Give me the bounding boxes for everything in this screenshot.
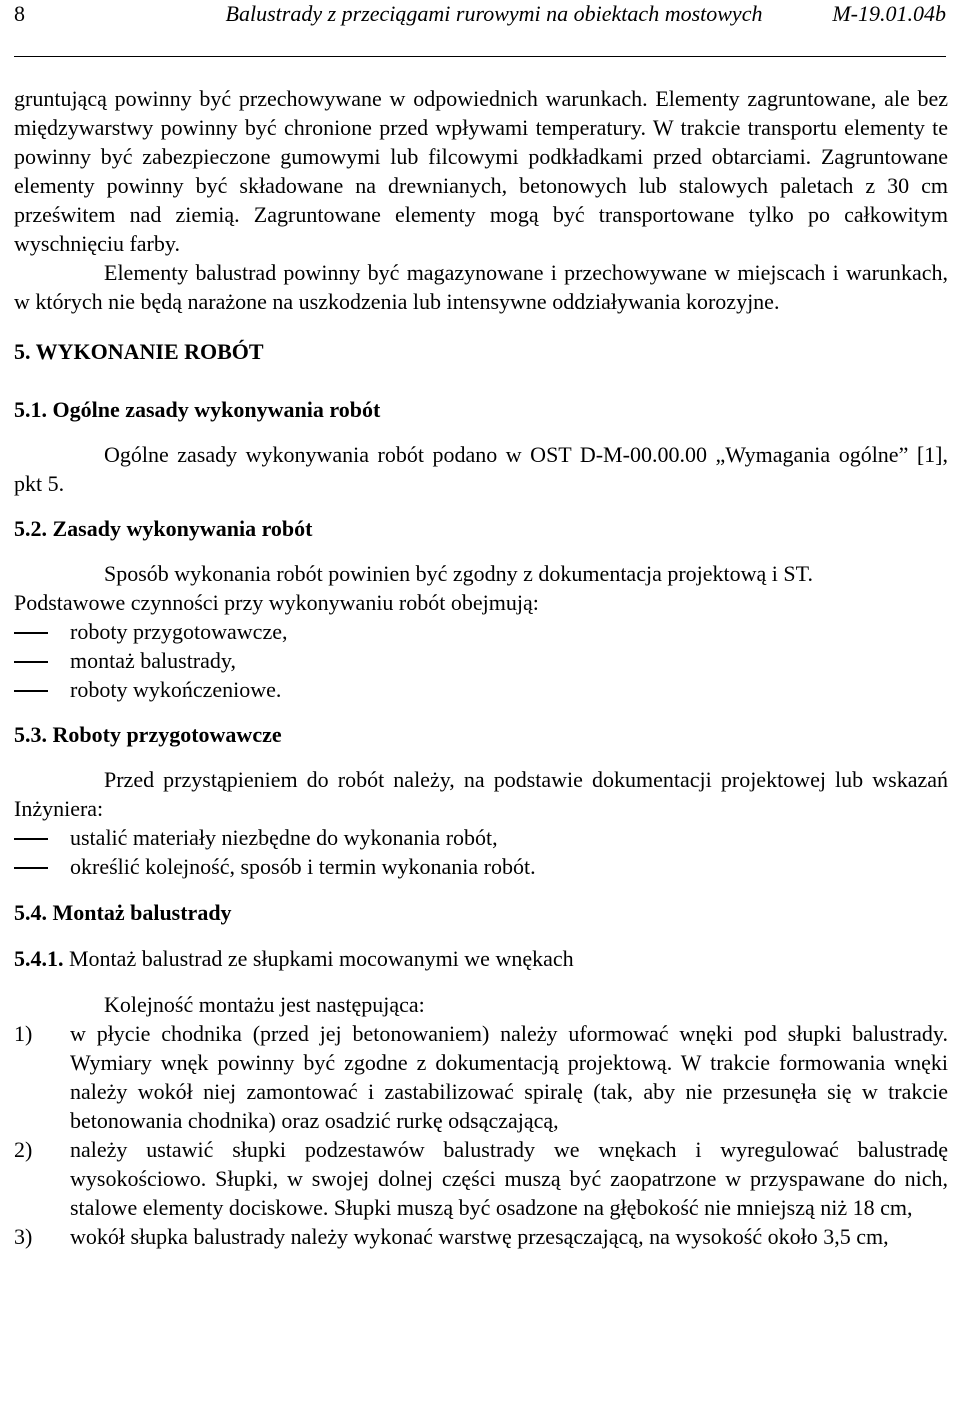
paragraph: gruntującą powinny być przechowywane w odpowiednich warunkach. Elementy zagruntowane, ale bez międzywarstwy powinny być chronione przed wpływami temperatury. W trakcie transportu elementy te powinny być zabezpieczone gumowymi lub filcowymi podkładkami przed obtarciami. Zagruntowane elementy powinny być składowane na drewnianych, betonowych lub stalowych paletach z 30 cm prześwitem nad ziemią. Zagruntowane elementy mogą być transportowane tylko po całkowitym wyschnięciu farby. (14, 86, 948, 256)
dash-list (14, 617, 948, 704)
list-item (14, 1019, 948, 1135)
page-number: 8 (14, 1, 25, 26)
list-item-text: wokół słupka balustrady należy wykonać warstwę przesączającą, na wysokość około 3,5 cm, (70, 1224, 889, 1249)
paragraph: Elementy balustrad powinny być magazynowane i przechowywane w miejscach i warunkach, w których nie będą narażone na uszkodzenia lub intensywne oddziaływania korozyjne. (14, 260, 948, 314)
paragraph: Przed przystąpieniem do robót należy, na podstawie dokumentacji projektowej lub wskazań Inżyniera: (14, 767, 948, 821)
paragraph: Podstawowe czynności przy wykonywaniu robót obejmują: (14, 590, 539, 615)
list-number: 2) (14, 1137, 33, 1162)
paragraph: Kolejność montażu jest następująca: (104, 992, 425, 1017)
page-content (14, 84, 948, 1251)
list-item (14, 1135, 948, 1222)
subsection-heading: 5.1. Ogólne zasady wykonywania robót (14, 397, 381, 422)
subsection-heading: 5.4. Montaż balustrady (14, 900, 232, 925)
list-item-text: należy ustawić słupki podzestawów balustrady we wnękach i wyregulować balustradę wysokościowo. Słupki, w swojej dolnej części muszą być zaopatrzone w przyspawane do nich, stalowe elementy dociskowe. Słupki muszą być osadzone na głębokość nie mniejszą niż 18 cm, (70, 1137, 948, 1220)
list-item: określić kolejność, sposób i termin wykonania robót. (14, 852, 948, 881)
list-item: roboty przygotowawcze, (14, 617, 948, 646)
page-header (14, 0, 946, 57)
list-item-text: w płycie chodnika (przed jej betonowaniem) należy uformować wnęki pod słupki balustrady. Wymiary wnęk powinny być zgodne z dokumentacją projektową. W trakcie formowania wnęki należy wokół niej zamontować i zastabilizować spiralę (tak, aby nie przesunęła się w trakcie betonowania chodnika) oraz osadzić rurkę odsączającą, (70, 1021, 948, 1133)
dash-list (14, 823, 948, 881)
paragraph: Sposób wykonania robót powinien być zgodny z dokumentacja projektową i ST. (104, 561, 813, 586)
subsubsection-title: Montaż balustrad ze słupkami mocowanymi we wnękach (69, 946, 574, 971)
list-item: roboty wykończeniowe. (14, 675, 948, 704)
numbered-list (14, 1019, 948, 1251)
section-heading: 5. WYKONANIE ROBÓT (14, 339, 264, 364)
subsubsection-heading (14, 944, 948, 973)
document-code: M-19.01.04b (832, 1, 946, 26)
list-item: montaż balustrady, (14, 646, 948, 675)
list-number: 1) (14, 1021, 33, 1046)
document-title: Balustrady z przeciągami rurowymi na obiektach mostowych (225, 1, 763, 26)
list-number: 3) (14, 1224, 33, 1249)
subsubsection-number: 5.4.1. (14, 946, 64, 971)
list-item (14, 1222, 948, 1251)
list-item: ustalić materiały niezbędne do wykonania robót, (14, 823, 948, 852)
subsection-heading: 5.3. Roboty przygotowawcze (14, 722, 282, 747)
paragraph: Ogólne zasady wykonywania robót podano w OST D-M-00.00.00 „Wymagania ogólne” [1], pkt 5. (14, 442, 948, 496)
subsection-heading: 5.2. Zasady wykonywania robót (14, 516, 313, 541)
